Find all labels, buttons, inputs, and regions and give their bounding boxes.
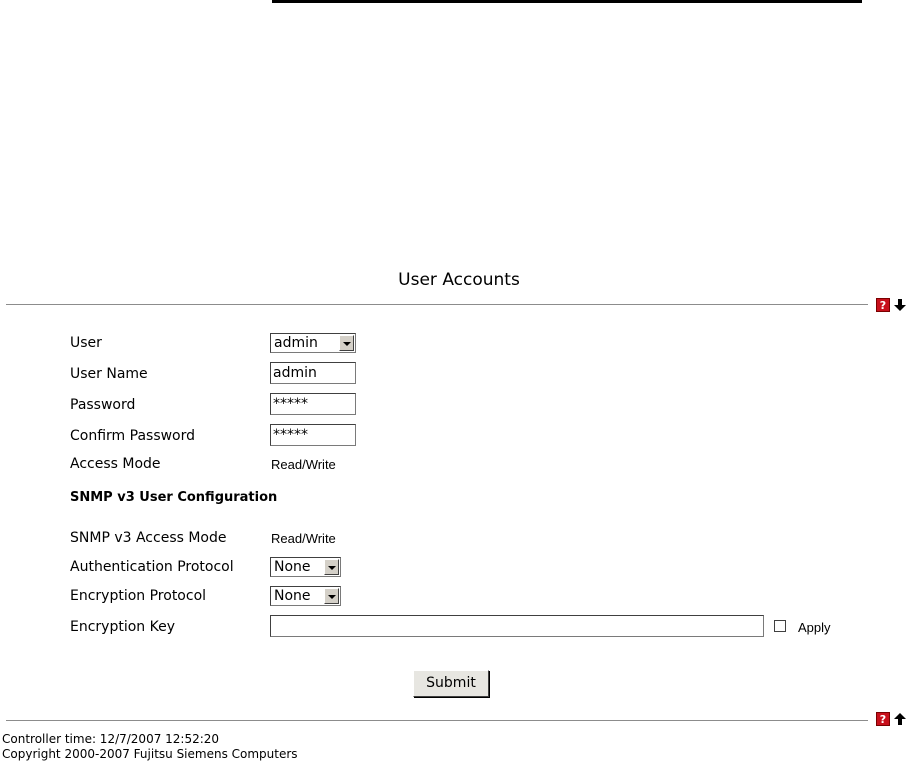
access-mode-value: Read/Write [271,457,336,472]
page-title: User Accounts [398,270,520,290]
confirm-password-input[interactable]: ***** [270,424,356,446]
controller-time: Controller time: 12/7/2007 12:52:20 [2,732,220,746]
chevron-down-icon[interactable] [324,559,339,575]
bottom-divider [6,720,868,721]
username-input[interactable]: admin [270,362,356,384]
snmp-access-mode-value: Read/Write [271,531,336,546]
top-border-bar [272,0,862,3]
access-mode-label: Access Mode [70,456,161,472]
enc-protocol-label: Encryption Protocol [70,588,207,604]
help-icon[interactable]: ? [876,712,890,726]
auth-protocol-label: Authentication Protocol [70,559,234,575]
top-divider [6,304,868,305]
arrow-up-icon[interactable] [893,712,907,726]
top-corner-controls [876,298,912,312]
password-input[interactable]: ***** [270,393,356,415]
help-icon[interactable]: ? [876,298,890,312]
arrow-down-icon[interactable] [893,298,907,312]
password-label: Password [70,397,136,413]
confirm-password-label: Confirm Password [70,428,196,444]
auth-protocol-select[interactable] [270,557,341,577]
snmp-section-heading: SNMP v3 User Configuration [70,490,278,505]
snmp-access-mode-label: SNMP v3 Access Mode [70,530,227,546]
username-label: User Name [70,366,148,382]
apply-label: Apply [798,620,831,635]
enc-protocol-value: None [274,588,311,604]
enc-key-label: Encryption Key [70,619,175,635]
submit-button[interactable]: Submit [413,670,489,697]
apply-checkbox[interactable] [774,620,786,632]
copyright-text: Copyright 2000-2007 Fujitsu Siemens Computers [2,747,298,761]
user-select[interactable] [270,333,356,353]
user-select-value: admin [274,335,318,351]
chevron-down-icon[interactable] [324,588,339,604]
enc-protocol-select[interactable] [270,586,341,606]
user-label: User [70,335,102,351]
auth-protocol-value: None [274,559,311,575]
enc-key-input[interactable] [270,615,764,637]
chevron-down-icon[interactable] [339,335,354,351]
bottom-corner-controls [876,712,912,726]
